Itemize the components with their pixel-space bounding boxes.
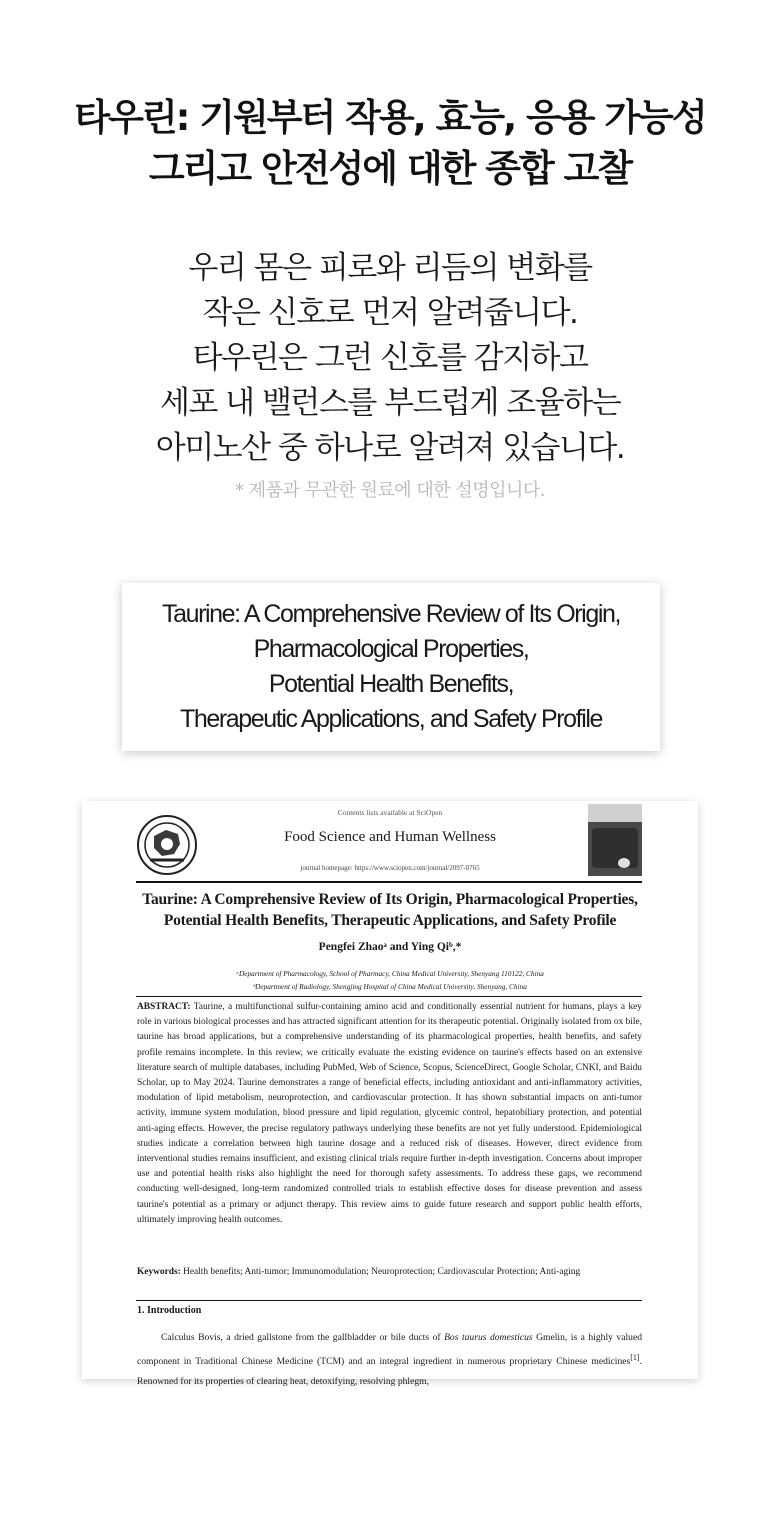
availability-line: Contents lists available at SciOpen [337,808,443,817]
affiliation-line: ᵃDepartment of Pharmacology, School of Pharmacy, China Medical University, Shenyang 110122, China [236,969,544,978]
intro-text-mid: Gmelin, is a highly valued component in Traditional Chinese Medicine (TCM) and an integral ingredient in numerous proprietary Chinese medicines [137,1332,643,1368]
intro-citation: [1] [630,1353,640,1362]
english-title-line: Pharmacological Properties, [253,635,529,663]
title-line: 그리고 안전성에 대한 종합 고찰 [148,147,632,190]
intro-heading: 1. Introduction [137,1305,202,1316]
header-rule [136,881,642,883]
page-title [0,92,780,194]
paper-title-line: Potential Health Benefits, Therapeutic Applications, and Safety Profile [163,912,617,929]
affiliation-line: ᵇDepartment of Radiology, Shengjing Hospital of China Medical University, Shenyang, China [253,982,527,991]
intro-line: 우리 몸은 피로와 리듬의 변화를 [188,250,592,286]
intro-text [0,246,780,471]
paper-abstract [137,1000,642,1228]
english-title-line: Potential Health Benefits, [268,670,514,698]
keywords-rule [136,1300,642,1301]
disclaimer-note: * 제품과 무관한 원료에 대한 설명입니다. [234,480,546,501]
english-title-line: Taurine: A Comprehensive Review of Its Origin, [161,600,621,628]
abstract-text: Taurine, a multifunctional sulfur-containing amino acid and conditionally essential nutrient for humans, plays a key role in various biological processes and has attracted significant attention for its therapeutic potential. Originally isolated from ox bile, taurine has broad applications, but a comprehensive understanding of its pharmacological properties, health benefits, and safety profile remains incomplete. In this review, we critically evaluate the existing evidence on taurine's effects based on an extensive literature search of multiple databases, including PubMed, Web of Science, Scopus, ScienceDirect, Google Scholar, CNKI, and Baidu Scholar, up to May 2024. Taurine demonstrates a range of beneficial effects, including antioxidant and anti-inflammatory activities, modulation of lipid metabolism, neuroprotection, and cardiovascular protection. It has shown substantial impacts on anti-tumor activity, immune system modulation, blood pressure and lipid regulation, glycemic control, hepatobiliary protection, and potential anti-aging effects. However, the precise regulatory pathways underlying these benefits are not yet fully understood. Epidemiological studies indicate a correlation between high taurine dosage and a reduced risk of diseases. However, direct evidence from interventional studies remains insufficient, and existing clinical trials require further in-depth investigation. Concerns about improper use and potential health risks also highlight the need for thorough safety assessments. To address these gaps, we recommend conducting well-designed, long-term randomized controlled trials to establish effective doses for disease prevention and assess taurine's potential as a primary or adjunct therapy. This review aims to guide future research and support public health efforts, ultimately improving health outcomes. [137,1002,642,1225]
journal-homepage: journal homepage: https://www.sciopen.com/journal/2097-0765 [300,864,480,872]
intro-species: Bos taurus domesticus [444,1332,533,1343]
keywords-label: Keywords: [137,1267,181,1277]
english-title-card [122,583,660,751]
keywords-text: Health benefits; Anti-tumor; Immunomodulation; Neuroprotection; Cardiovascular Protection; Anti-aging [183,1267,581,1277]
journal-name: Food Science and Human Wellness [284,829,496,845]
paper-authors: Pengfei Zhaoᵃ and Ying Qiᵇ,* [318,941,462,953]
intro-line: 타우린은 그런 신호를 감지하고 [192,340,588,376]
english-title-line: Therapeutic Applications, and Safety Profile [179,705,603,733]
intro-text-pre: Calculus Bovis, a dried gallstone from the gallbladder or bile ducts of [161,1332,445,1343]
intro-paragraph [137,1328,642,1392]
intro-line: 작은 신호로 먼저 알려줍니다. [202,295,578,331]
paper-keywords [137,1265,642,1280]
title-line: 타우린: 기원부터 작용, 효능, 응용 가능성 [74,96,706,139]
paper-affiliations [82,967,698,993]
abstract-rule [136,996,642,997]
intro-text-post: . Renowned for its properties of clearing heat, detoxifying, resolving phlegm, [137,1356,642,1388]
paper-image [82,801,698,1388]
intro-line: 세포 내 밸런스를 부드럽게 조율하는 [159,385,621,421]
paper-title [122,889,658,931]
journal-cover-image [588,804,642,876]
intro-line: 아미노산 중 하나로 알려져 있습니다. [155,430,625,466]
paper-title-line: Taurine: A Comprehensive Review of Its Origin, Pharmacological Properties, [142,891,638,908]
abstract-label: ABSTRACT: [137,1002,191,1012]
